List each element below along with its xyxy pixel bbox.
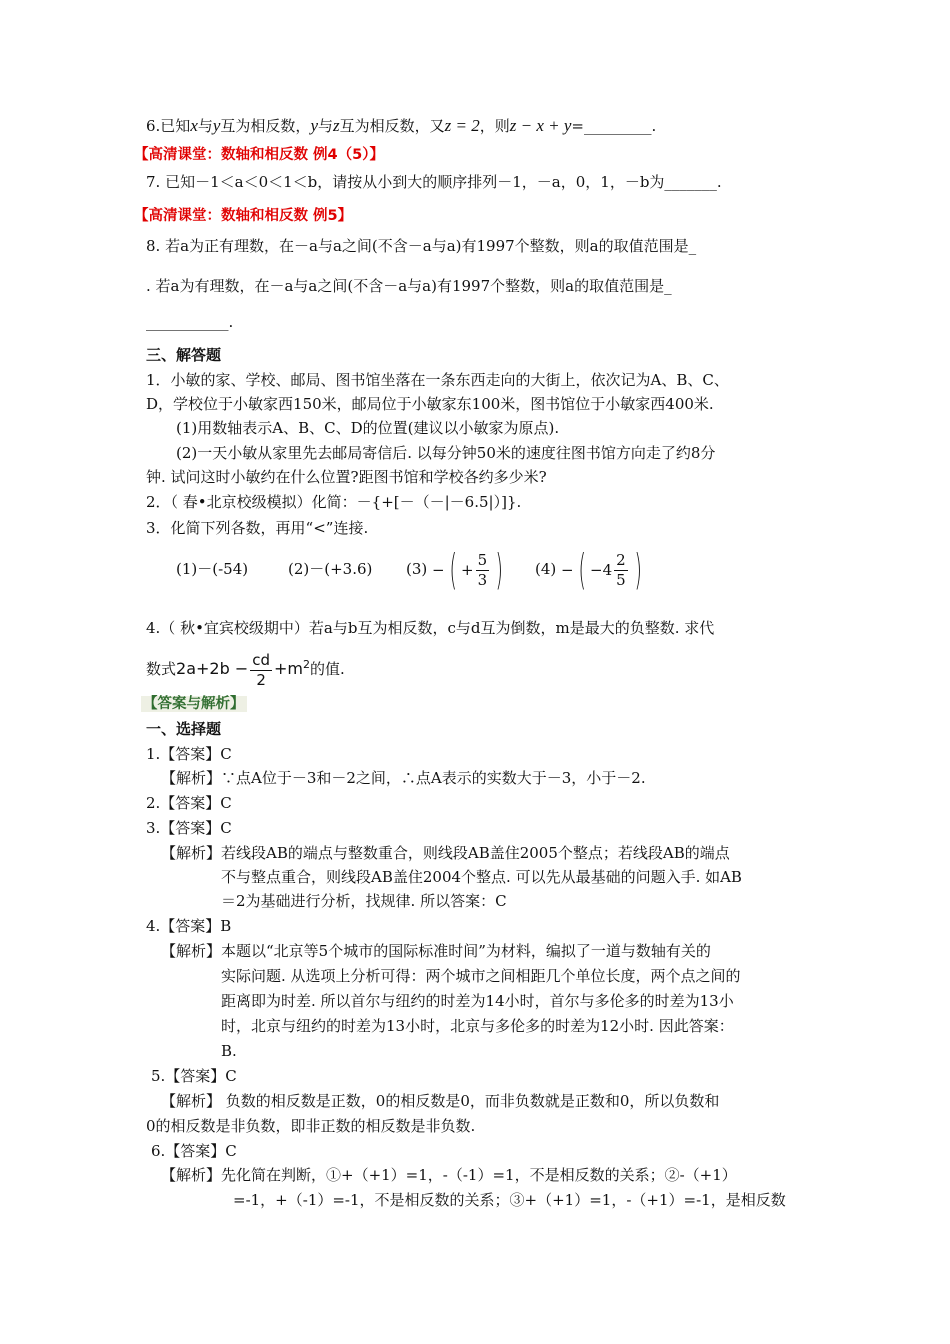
s3-q2: 2．（ 春•北京校级模拟）化简：－{+[－（－|－6.5|）]}. <box>146 493 522 511</box>
s3-q1-line-2: D，学校位于小敏家西150米，邮局位于小敏家东100米，图书馆位于小敏家西400米. <box>146 395 714 413</box>
tag-hd-class-q8: 【高清课堂：数轴和相反数 例5】 <box>134 208 353 224</box>
answers-header: 【答案与解析】 <box>143 696 245 712</box>
question-6: 6.已知x与y互为相反数，y与z互为相反数，又z = 2，则z − x + y=_________. <box>146 116 657 135</box>
s3-q3: 3．化简下列各数，再用“<”连接. <box>146 519 369 537</box>
question-8-line-1: 8. 若a为正有理数，在－a与a之间(不含－a与a)有1997个整数，则a的取值范围是_ <box>146 237 697 255</box>
s3-q1-line-5: 钟. 试问这时小敏约在什么位置?距图书馆和学校各约多少米? <box>146 468 547 486</box>
s3-q3-item-4: (4) − ( −4 $\frac{2}{5}$ ) <box>535 545 642 594</box>
answers-section-1: 一、选择题 <box>146 720 222 738</box>
s3-q1-line-4: (2)一天小敏从家里先去邮局寄信后. 以每分钟50米的速度往图书馆方向走了约8分 <box>176 444 716 462</box>
fraction-2-5: $\frac{2}{5}$ <box>616 550 626 589</box>
answer-1: 1.【答案】C <box>146 745 232 763</box>
answer-1-explanation: 【解析】∵点A位于－3和－2之间，∴点A表示的实数大于－3，小于－2. <box>161 769 646 787</box>
answer-4-explanation-5: B. <box>221 1042 237 1060</box>
question-8-line-3: ___________. <box>146 313 234 331</box>
question-7: 7. 已知－1＜a＜0＜1＜b，请按从小到大的顺序排列－1，－a，0，1，－b为_______. <box>146 173 722 191</box>
fraction-cd-2: $\frac{cd}{2}$ <box>252 650 271 689</box>
answer-4-explanation-3: 距离即为时差. 所以首尔与纽约的时差为14小时，首尔与多伦多的时差为13小 <box>221 992 734 1010</box>
s3-q3-item-2: (2)－(+3.6) <box>288 560 373 578</box>
fraction-5-3: $\frac{5}{3}$ <box>477 550 488 589</box>
answer-6-explanation-1: 【解析】先化简在判断，①+（+1）=1，-（-1）=1，不是相反数的关系；②-（+1） <box>161 1166 737 1184</box>
answer-5: 5.【答案】C <box>151 1067 237 1085</box>
answer-5-explanation-2: 0的相反数是非负数，即非正数的相反数是非负数. <box>146 1117 476 1135</box>
s3-q1-line-1: 1．小敏的家、学校、邮局、图书馆坐落在一条东西走向的大街上，依次记为A、B、C、 <box>146 371 729 389</box>
answer-6: 6.【答案】C <box>151 1142 237 1160</box>
tag-hd-class-q7: 【高清课堂：数轴和相反数 例4（5）】 <box>134 147 384 163</box>
answer-3: 3.【答案】C <box>146 819 232 837</box>
section-3-title: 三、解答题 <box>146 346 222 364</box>
s3-q4-line-1: 4.（ 秋•宜宾校级期中）若a与b互为相反数，c与d互为倒数，m是最大的负整数. 求代 <box>146 619 715 637</box>
answer-4-explanation-2: 实际问题. 从选项上分析可得：两个城市之间相距几个单位长度，两个点之间的 <box>221 967 741 985</box>
answer-3-explanation-2: 不与整点重合，则线段AB盖住2004个整点. 可以先从最基础的问题入手. 如AB <box>221 868 742 886</box>
s3-q3-item-1: (1)－(-54) <box>176 560 249 578</box>
answer-4: 4.【答案】B <box>146 917 232 935</box>
answer-4-explanation-4: 时，北京与纽约的时差为13小时，北京与多伦多的时差为12小时. 因此答案： <box>221 1017 734 1035</box>
answer-3-explanation-1: 【解析】若线段AB的端点与整数重合，则线段AB盖住2005个整点；若线段AB的端点 <box>161 844 730 862</box>
answer-6-explanation-2: =-1，+（-1）=-1，不是相反数的关系；③+（+1）=1，-（+1）=-1，是相反数 <box>233 1191 786 1209</box>
question-8-line-2: . 若a为有理数，在－a与a之间(不含－a与a)有1997个整数，则a的取值范围是_ <box>146 277 672 295</box>
answer-4-explanation-1: 【解析】本题以“北京等5个城市的国际标准时间”为材料，编拟了一道与数轴有关的 <box>161 942 711 960</box>
s3-q4-line-2: 数式2a+2b − $\frac{cd}{2}$ $+m^2$的值. <box>146 650 345 689</box>
s3-q3-item-3: (3) − ( + $\frac{5}{3}$ ) <box>406 545 504 594</box>
answer-3-explanation-3: ＝2为基础进行分析，找规律. 所以答案：C <box>221 892 507 910</box>
answer-2: 2.【答案】C <box>146 794 232 812</box>
answer-5-explanation-1: 【解析】 负数的相反数是正数，0的相反数是0，而非负数就是正数和0，所以负数和 <box>161 1092 720 1110</box>
s3-q1-line-3: (1)用数轴表示A、B、C、D的位置(建议以小敏家为原点). <box>176 419 560 437</box>
